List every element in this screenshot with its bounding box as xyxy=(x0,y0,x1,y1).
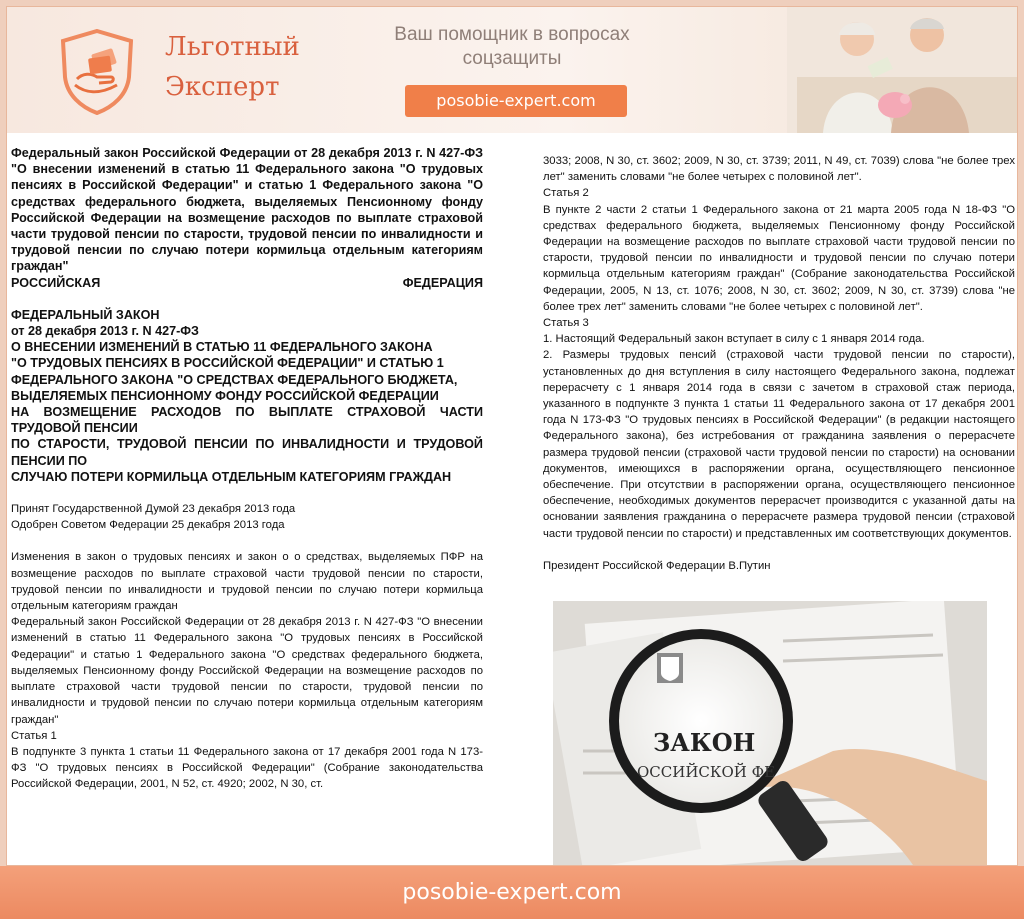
magnifier-law-photo xyxy=(553,601,987,865)
document-title: Федеральный закон Российской Федерации от 28 декабря 2013 г. N 427-ФЗ "О внесении изменений в статью 11 Федерального закона "О трудовых пенсиях в Российской Федерации" и статью 1 Федерального закона "О средствах федерального бюджета, выделяемых Пенсионному фонду Российской Федерации на возмещение расходов по выплате страховой части трудовой пенсии по старости, трудовой пенсии по инвалидности и трудовой пенсии по случаю потери кормильца отдельным категориям граждан" xyxy=(11,146,483,274)
law-word: ЗАКОН xyxy=(653,728,756,757)
law-caps-line: ВЫДЕЛЯЕМЫХ ПЕНСИОННОМУ ФОНДУ РОССИЙСКОЙ ФЕДЕРАЦИИ xyxy=(11,388,439,403)
summary-paragraph: Изменения в закон о трудовых пенсиях и закон о о средствах, выделяемых ПФР на возмещение расходов по выплате страховой части трудовой пенсии по старости, трудовой пенсии по инвалидности и трудовой пенсии по случаю потери кормильца отдельным категориям граждан xyxy=(11,551,483,613)
document-right-column xyxy=(543,153,1015,574)
article-1-continuation: 3033; 2008, N 30, ст. 3602; 2009, N 30, ст. 3739; 2011, N 49, ст. 7039) слова "не более трех лет" заменить словами "не более четырех с половиной лет". xyxy=(543,155,1015,184)
document-left-column xyxy=(11,145,483,793)
federal-law-label: ФЕДЕРАЛЬНЫЙ ЗАКОН xyxy=(11,307,160,322)
banner-tagline: Ваш помощник в вопросах соцзащиты xyxy=(394,24,630,69)
article-3-paragraph-1: 1. Настоящий Федеральный закон вступает в силу с 1 января 2014 года. xyxy=(543,333,925,346)
federal-law-date: от 28 декабря 2013 г. N 427-ФЗ xyxy=(11,324,199,339)
law-caps-line: ПО СТАРОСТИ, ТРУДОВОЙ ПЕНСИИ ПО ИНВАЛИДНОСТИ И ТРУДОВОЙ ПЕНСИИ ПО xyxy=(11,437,483,468)
law-subtitle: ОССИЙСКОЙ ФЕ xyxy=(637,763,776,781)
site-banner xyxy=(7,7,1017,133)
approved-line: Одобрен Советом Федерации 25 декабря 2013 года xyxy=(11,519,285,532)
russian-federation-heading: РОССИЙСКАЯ ФЕДЕРАЦИЯ xyxy=(11,275,483,290)
law-caps-line: ФЕДЕРАЛЬНОГО ЗАКОНА "О СРЕДСТВАХ ФЕДЕРАЛЬНОГО БЮДЖЕТА, xyxy=(11,372,458,387)
article-2-text: В пункте 2 части 2 статьи 1 Федерального закона от 21 марта 2005 года N 18-ФЗ "О средствах федерального бюджета, выделяемых Пенсионному фонду Российской Федерации на возмещение расходов по выплате страховой части трудовой пенсии по старости, трудовой пенсии по инвалидности и трудовой пенсии по случаю потери кормильца отдельным категориям граждан" (Собрание законодательства Российской Федерации, 2005, N 13, ст. 1076; 2008, N 30, ст. 3602; 2009, N 30, ст. 3739) слова "не более трех лет" заменить словами "не более четырех с половиной лет". xyxy=(543,203,1015,313)
elderly-couple-photo xyxy=(787,7,1017,133)
magnifier-illustration xyxy=(553,601,987,865)
article-1-text: В подпункте 3 пункта 1 статьи 11 Федерального закона от 17 декабря 2001 года N 173-ФЗ "О трудовых пенсиях в Российской Федерации" (Собрание законодательства Российской Федерации, 2001, N 52, ст. 4920; 2002, N 30, ст. xyxy=(11,745,483,791)
brand-name: Льготный Эксперт xyxy=(165,32,300,102)
article-3-paragraph-2: 2. Размеры трудовых пенсий (страховой части трудовой пенсии по старости), установленных до дня вступления в силу настоящего Федерального закона, подлежат перерасчету с 1 января 2014 года в связи с зачетом в страховой стаж периода, указанного в подпункте 3 пункта 1 статьи 11 Федерального закона от 17 декабря 2001 года N 173-ФЗ "О трудовых пенсиях в Российской Федерации" (в редакции настоящего Федерального закона), без истребования от гражданина заявления о перерасчете размера трудовой пенсии (страховой части трудовой пенсии по старости) на основании документов, имеющихся в распоряжении органа, осуществляющего пенсионное обеспечение. При отсутствии в распоряжении органа, осуществляющего пенсионное обеспечение, необходимых документов перерасчет производится с указанной даты на основании заявления гражданина о перерасчете размера трудовой пенсии (страховой части трудовой пенсии по старости) и представленных им соответствующих документов. xyxy=(543,349,1015,540)
president-signature: Президент Российской Федерации В.Путин xyxy=(543,559,771,572)
article-2-label: Статья 2 xyxy=(543,187,589,200)
content-card xyxy=(6,6,1018,866)
law-caps-line: СЛУЧАЮ ПОТЕРИ КОРМИЛЬЦА ОТДЕЛЬНЫМ КАТЕГОРИЯМ ГРАЖДАН xyxy=(11,469,452,484)
law-caps-line: "О ТРУДОВЫХ ПЕНСИЯХ В РОССИЙСКОЙ ФЕДЕРАЦИИ" И СТАТЬЮ 1 xyxy=(11,356,444,371)
repeat-title-paragraph: Федеральный закон Российской Федерации от 28 декабря 2013 г. N 427-ФЗ "О внесении изменений в статью 11 Федерального закона "О трудовых пенсиях в Российской Федерации" и статью 1 Федерального закона "О средствах федерального бюджета, выделяемых Пенсионному фонду Российской Федерации на возмещение расходов по выплате страховой части трудовой пенсии по старости, трудовой пенсии по инвалидности и трудовой пенсии по случаю потери кормильца отдельным категориям граждан" xyxy=(11,616,483,726)
adopted-line: Принят Государственной Думой 23 декабря 2013 года xyxy=(11,503,296,516)
footer-url-banner: posobie-expert.com xyxy=(0,866,1024,919)
banner-url-button[interactable]: posobie-expert.com xyxy=(405,85,627,117)
russian-emblem-icon xyxy=(657,653,683,683)
article-1-label: Статья 1 xyxy=(11,729,57,742)
law-caps-line: О ВНЕСЕНИИ ИЗМЕНЕНИЙ В СТАТЬЮ 11 ФЕДЕРАЛЬНОГО ЗАКОНА xyxy=(11,340,433,355)
shield-hand-logo-icon xyxy=(59,29,135,115)
law-caps-line: НА ВОЗМЕЩЕНИЕ РАСХОДОВ ПО ВЫПЛАТЕ СТРАХОВОЙ ЧАСТИ ТРУДОВОЙ ПЕНСИИ xyxy=(11,405,483,436)
article-3-label: Статья 3 xyxy=(543,317,589,330)
